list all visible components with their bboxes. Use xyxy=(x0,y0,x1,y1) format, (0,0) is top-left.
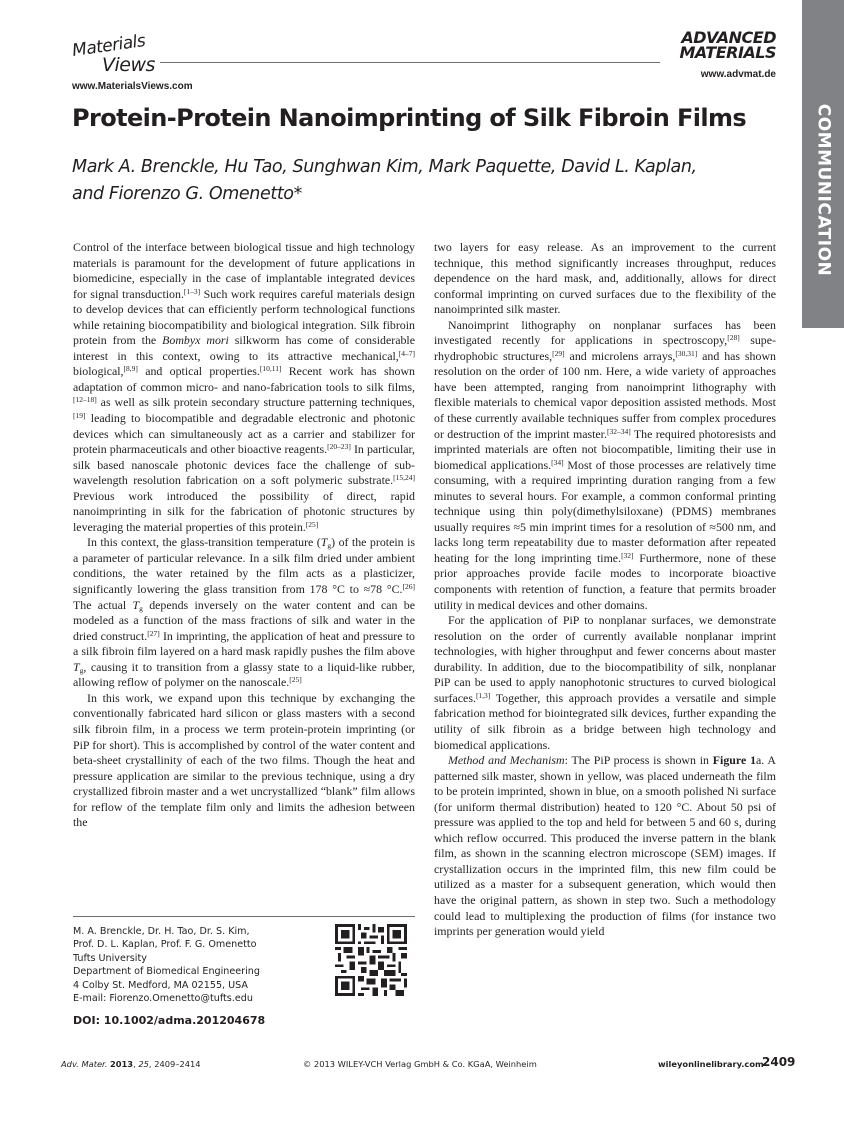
section-tab-label xyxy=(802,100,844,280)
advmat-url[interactable]: www.advmat.de xyxy=(700,69,776,80)
paragraph-this-work: In this work, we expand upon this technique by exchanging the conventionally fabricated hard silicon or glass masters with a second silk fibroin film, in a process we term protein-protein imprinting (or PiP for short). This is accomplished by control of the water content and beta-sheet crystallinity of each of the two films. Though the heat and pressure application are similar to the previous technique, using a dry crystallized fibroin master and a wet uncrystallized “blank” film allows for reflow of the template film only and limits the adhesion between the xyxy=(73,690,415,830)
paragraph-nanoimprint: Nanoimprint lithography on nonplanar surfaces has been investigated recently for applications in spectroscopy,[28] superhydrophobic structures,[29] and microlens arrays,[30,31] and has shown resolution on the order of 100 nm. Here, a wide variety of approaches have been attempted, ranging from nanoimprint lithography with flexible materials to chemical vapor deposition assisted methods. Most of these currently available techniques suffer from complex procedures or destruction of the imprint master.[32–34] The required photoresists and imprinted materials are often not biocompatible, limiting their use in biomedical applications.[34] Most of those processes are relatively time consuming, with a required imprinting duration ranging from a few minutes to several hours. For example, a common conformal printing technique using thin poly(dimethylsiloxane) (PDMS) membranes usually requires ≈5 min imprint times for a resolution of ≈500 nm, and lacks long term repeatability due to master deformation after repeated heating for the long imprinting time.[32] Furthermore, none of these prior approaches provide facile modes to incorporate bioactive components with retention of function, a feature that permits broader utility in medical devices and other domains. xyxy=(434,317,776,612)
logo-line1: Materials xyxy=(70,30,147,62)
citation[interactable]: [34] xyxy=(551,457,564,467)
citation[interactable]: [8,9] xyxy=(123,364,138,374)
email-link[interactable]: E-mail: Fiorenzo.Omenetto@tufts.edu xyxy=(73,993,253,1005)
citation[interactable]: [30,31] xyxy=(675,348,698,358)
citation[interactable]: [25] xyxy=(305,519,319,529)
paragraph-nonplanar-pip: For the application of PiP to nonplanar surfaces, we demonstrate resolution on the order of currently available nonplanar imprint technologies, with higher throughput and fewer concerns about master durability. In addition, due to the biocompatibility of silk, nonplanar PiP can be used to apply nanophotonic structures to curved biological surfaces.[1,3] Together, this approach provides a versatile and simple fabrication method for biointegrated silk devices, further expanding the utility of silk fibroin as a bridge between high technology and biomedical applications. xyxy=(434,613,776,752)
journal-volume: 25 xyxy=(138,1059,149,1069)
affiliation-block xyxy=(73,925,313,1005)
article-title: Protein-Protein Nanoimprinting of Silk Fibroin Films xyxy=(72,104,747,132)
copyright: © 2013 WILEY-VCH Verlag GmbH & Co. KGaA, Weinheim xyxy=(303,1059,537,1069)
materials-views-url[interactable]: www.MaterialsViews.com xyxy=(72,81,193,92)
citation[interactable]: [28] xyxy=(727,333,740,343)
wiley-url[interactable]: wileyonlinelibrary.com xyxy=(658,1059,764,1069)
logo-line2: MATERIALS xyxy=(679,43,776,62)
citation[interactable]: [32–34] xyxy=(606,426,631,436)
page-number: 2409 xyxy=(762,1055,796,1069)
figure-reference[interactable]: Figure 1 xyxy=(712,753,757,768)
affiliation-line: 4 Colby St. Medford, MA 02155, USA xyxy=(73,979,248,991)
logo-line1: ADVANCED xyxy=(681,28,776,47)
paragraph-intro: Control of the interface between biological tissue and high technology materials is paramount for the development of future applications in biomedicine, especially in the case of implantable integrated devices for signal transduction.[1–3] Such work requires careful materials design to develop devices that can efficiently perform technological functions while retaining biocompatibility and biological integration. Silk fibroin protein from the Bombyx mori silkworm has come of considerable interest in this context, owing to its attractive mechanical,[4–7] biological,[8,9] and optical properties.[10,11] Recent work has shown adaptation of common micro- and nano-fabrication tools to silk films,[12–18] as well as silk protein secondary structure patterning techniques,[19] leading to biocompatible and degradable electronic and photonic devices which can simultaneously act as a carrier and stabilizer for protein pharmaceuticals and other bioactive reagents.[20–23] In particular, silk based nanoscale photonic devices face the challenge of sub-wavelength resolution fabrication on a soft polymeric substrate.[15,24] Previous work introduced the possibility of direct, rapid nanoimprinting in silk for the fabrication of photonic structures by leveraging the material properties of this protein.[25] xyxy=(73,240,416,534)
affiliation-divider xyxy=(73,916,415,917)
doi-link[interactable]: DOI: 10.1002/adma.201204678 xyxy=(73,1014,266,1027)
citation-info xyxy=(61,1059,201,1069)
authors-line-2: and Fiorenzo G. Omenetto* xyxy=(72,184,302,204)
paragraph-method-mechanism: Method and Mechanism: The PiP process is shown in Figure 1a. A patterned silk master, shown in yellow, was placed underneath the film to be protein imprinted, shown in blue, on a smooth polished Ni surface (for uniform thermal distribution) heated to 120 °C. About 50 psi of pressure was applied to the top and held for between 5 and 60 s, during which reflow occurred. This produced the inverse pattern in the blank film, as shown in the scanning electron microscope (SEM) images. If crystallization occurs in the imprinted film, this new film could be utilized as a master for a subsequent generation, which would then have the original pattern, as shown in step two. Such a methodology could lead to multiplexing the production of films (for instance two imprints per generation would yield xyxy=(434,753,777,939)
citation[interactable]: [27] xyxy=(147,628,160,638)
body-column-right xyxy=(434,240,776,940)
body-column-left xyxy=(73,240,415,831)
citation[interactable]: [32] xyxy=(621,550,634,560)
header-divider xyxy=(160,62,660,63)
citation[interactable]: [10,11] xyxy=(259,364,282,374)
citation[interactable]: [1–3] xyxy=(183,286,201,296)
citation[interactable]: [4–7] xyxy=(398,348,415,358)
paragraph-glass-transition: In this context, the glass-transition temperature $(T_g)$ of the protein is a parameter of particular relevance. In a silk film dried under ambient conditions, the water retained by the film acts as a plasticizer, significantly lowering the glass transition from 178 °C to ≈78 °C.[26] The actual $T_g$ depends inversely on the water content and can be modeled as a function of the mass fractions of silk and water in the dried construct.[27] In imprinting, the application of heat and pressure to a silk fibroin film layered on a hard mask rapidly pushes the film above $T_g$, causing it to transition from a glassy state to a liquid-like rubber, allowing reflow of polymer on the nanoscale.[25] xyxy=(73,535,416,690)
separator: , xyxy=(148,1059,155,1069)
separator: , xyxy=(133,1059,139,1069)
citation[interactable]: [15,24] xyxy=(393,473,415,483)
materials-views-logo xyxy=(70,30,157,78)
journal-pages: 2409–2414 xyxy=(154,1059,201,1069)
citation[interactable]: [20–23] xyxy=(327,442,351,452)
author-list xyxy=(72,154,712,208)
affiliation-line: M. A. Brenckle, Dr. H. Tao, Dr. S. Kim, xyxy=(73,926,250,937)
affiliation-line: Tufts University xyxy=(73,952,147,964)
citation[interactable]: [1,3] xyxy=(475,690,491,700)
advanced-materials-logo xyxy=(666,30,776,60)
citation[interactable]: [25] xyxy=(289,675,302,685)
affiliation-line: Department of Biomedical Engineering xyxy=(73,966,260,978)
citation[interactable]: [29] xyxy=(552,348,565,358)
authors-line-1: Mark A. Brenckle, Hu Tao, Sunghwan Kim, Mark Paquette, David L. Kaplan, xyxy=(72,157,697,177)
journal-name: Adv. Mater. xyxy=(61,1059,108,1069)
section-tab-text: COMMUNICATION xyxy=(813,103,834,277)
logo-line2: Views xyxy=(102,54,155,76)
citation[interactable]: [19] xyxy=(73,411,86,421)
affiliation-line: Prof. D. L. Kaplan, Prof. F. G. Omenetto xyxy=(73,939,257,951)
section-heading-method: Method and Mechanism xyxy=(448,753,565,768)
citation[interactable]: [12–18] xyxy=(73,395,97,405)
paragraph-continued: two layers for easy release. As an improvement to the current technique, this method significantly increases throughput, reduces dependence on the hard mask, and, additionally, allows for direct conformal imprinting on curved surfaces due to the flexibility of the nanoimprinted silk master. xyxy=(434,240,776,317)
journal-year: 2013 xyxy=(109,1059,134,1069)
qr-code-icon[interactable] xyxy=(335,924,407,996)
citation[interactable]: [26] xyxy=(402,582,415,592)
